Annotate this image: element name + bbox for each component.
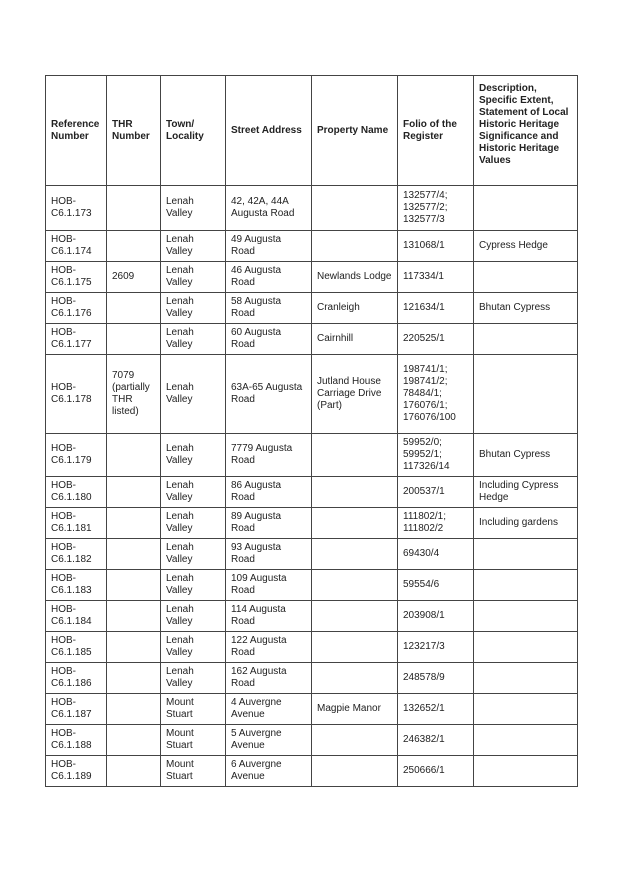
cell-town-locality: Lenah Valley	[161, 262, 226, 293]
cell-description: Bhutan Cypress	[474, 434, 578, 477]
cell-property-name	[312, 477, 398, 508]
cell-folio: 121634/1	[398, 293, 474, 324]
table-row	[46, 539, 578, 570]
table-row	[46, 756, 578, 787]
cell-description	[474, 186, 578, 231]
cell-reference-number: HOB-C6.1.175	[46, 262, 107, 293]
table-row	[46, 632, 578, 663]
cell-reference-number: HOB-C6.1.186	[46, 663, 107, 694]
cell-reference-number: HOB-C6.1.174	[46, 231, 107, 262]
cell-reference-number: HOB-C6.1.176	[46, 293, 107, 324]
cell-street-address: 109 Augusta Road	[226, 570, 312, 601]
cell-street-address: 7779 Augusta Road	[226, 434, 312, 477]
cell-description: Bhutan Cypress	[474, 293, 578, 324]
cell-description	[474, 570, 578, 601]
table-row	[46, 231, 578, 262]
cell-property-name	[312, 632, 398, 663]
table-row	[46, 601, 578, 632]
cell-description	[474, 663, 578, 694]
table-row	[46, 663, 578, 694]
cell-town-locality: Lenah Valley	[161, 434, 226, 477]
cell-folio: 123217/3	[398, 632, 474, 663]
cell-description	[474, 694, 578, 725]
cell-street-address: 89 Augusta Road	[226, 508, 312, 539]
cell-reference-number: HOB-C6.1.178	[46, 355, 107, 434]
cell-folio: 200537/1	[398, 477, 474, 508]
cell-property-name	[312, 725, 398, 756]
cell-thr-number	[107, 632, 161, 663]
cell-property-name	[312, 570, 398, 601]
cell-thr-number	[107, 293, 161, 324]
cell-property-name: Cairnhill	[312, 324, 398, 355]
table-row	[46, 508, 578, 539]
cell-thr-number	[107, 231, 161, 262]
cell-property-name: Jutland House Carriage Drive (Part)	[312, 355, 398, 434]
cell-description: Including gardens	[474, 508, 578, 539]
table-row	[46, 355, 578, 434]
cell-town-locality: Lenah Valley	[161, 324, 226, 355]
cell-street-address: 42, 42A, 44A Augusta Road	[226, 186, 312, 231]
cell-street-address: 4 Auvergne Avenue	[226, 694, 312, 725]
cell-description	[474, 601, 578, 632]
cell-reference-number: HOB-C6.1.181	[46, 508, 107, 539]
heritage-register-table	[45, 75, 578, 787]
header-town-locality: Town/ Locality	[161, 76, 226, 186]
cell-street-address: 93 Augusta Road	[226, 539, 312, 570]
cell-property-name	[312, 508, 398, 539]
cell-description	[474, 756, 578, 787]
cell-town-locality: Mount Stuart	[161, 725, 226, 756]
cell-folio: 59952/0; 59952/1; 117326/14	[398, 434, 474, 477]
cell-reference-number: HOB-C6.1.185	[46, 632, 107, 663]
cell-property-name	[312, 539, 398, 570]
cell-folio: 246382/1	[398, 725, 474, 756]
cell-folio: 131068/1	[398, 231, 474, 262]
cell-reference-number: HOB-C6.1.184	[46, 601, 107, 632]
cell-town-locality: Lenah Valley	[161, 355, 226, 434]
table-body	[46, 186, 578, 787]
cell-town-locality: Lenah Valley	[161, 477, 226, 508]
cell-folio: 203908/1	[398, 601, 474, 632]
table-row	[46, 262, 578, 293]
cell-thr-number	[107, 601, 161, 632]
cell-property-name: Newlands Lodge	[312, 262, 398, 293]
cell-town-locality: Lenah Valley	[161, 663, 226, 694]
table-row	[46, 477, 578, 508]
cell-description	[474, 539, 578, 570]
cell-property-name: Cranleigh	[312, 293, 398, 324]
header-reference-number: Reference Number	[46, 76, 107, 186]
cell-folio: 250666/1	[398, 756, 474, 787]
cell-folio: 69430/4	[398, 539, 474, 570]
cell-reference-number: HOB-C6.1.180	[46, 477, 107, 508]
cell-street-address: 49 Augusta Road	[226, 231, 312, 262]
table-row	[46, 570, 578, 601]
cell-thr-number	[107, 725, 161, 756]
cell-thr-number	[107, 570, 161, 601]
cell-street-address: 122 Augusta Road	[226, 632, 312, 663]
cell-street-address: 63A-65 Augusta Road	[226, 355, 312, 434]
cell-thr-number	[107, 324, 161, 355]
cell-folio: 248578/9	[398, 663, 474, 694]
cell-street-address: 58 Augusta Road	[226, 293, 312, 324]
cell-property-name	[312, 663, 398, 694]
cell-description	[474, 355, 578, 434]
cell-reference-number: HOB-C6.1.177	[46, 324, 107, 355]
cell-town-locality: Lenah Valley	[161, 570, 226, 601]
cell-reference-number: HOB-C6.1.179	[46, 434, 107, 477]
cell-property-name	[312, 231, 398, 262]
cell-town-locality: Mount Stuart	[161, 694, 226, 725]
cell-town-locality: Lenah Valley	[161, 539, 226, 570]
table-row	[46, 434, 578, 477]
cell-thr-number	[107, 434, 161, 477]
cell-street-address: 6 Auvergne Avenue	[226, 756, 312, 787]
table-row	[46, 694, 578, 725]
cell-town-locality: Lenah Valley	[161, 186, 226, 231]
cell-folio: 111802/1; 111802/2	[398, 508, 474, 539]
header-property-name: Property Name	[312, 76, 398, 186]
cell-thr-number: 2609	[107, 262, 161, 293]
header-description: Description, Specific Extent, Statement of Local Historic Heritage Significance and Historic Heritage Values	[474, 76, 578, 186]
cell-thr-number	[107, 539, 161, 570]
cell-folio: 59554/6	[398, 570, 474, 601]
cell-description	[474, 725, 578, 756]
cell-description: Cypress Hedge	[474, 231, 578, 262]
cell-street-address: 46 Augusta Road	[226, 262, 312, 293]
cell-street-address: 162 Augusta Road	[226, 663, 312, 694]
cell-street-address: 86 Augusta Road	[226, 477, 312, 508]
header-thr-number: THR Number	[107, 76, 161, 186]
cell-thr-number	[107, 508, 161, 539]
cell-reference-number: HOB-C6.1.182	[46, 539, 107, 570]
header-street-address: Street Address	[226, 76, 312, 186]
cell-town-locality: Lenah Valley	[161, 293, 226, 324]
cell-street-address: 5 Auvergne Avenue	[226, 725, 312, 756]
cell-property-name	[312, 434, 398, 477]
cell-thr-number	[107, 186, 161, 231]
cell-folio: 132577/4; 132577/2; 132577/3	[398, 186, 474, 231]
cell-town-locality: Lenah Valley	[161, 601, 226, 632]
cell-property-name	[312, 186, 398, 231]
cell-folio: 117334/1	[398, 262, 474, 293]
cell-reference-number: HOB-C6.1.188	[46, 725, 107, 756]
cell-street-address: 114 Augusta Road	[226, 601, 312, 632]
cell-property-name: Magpie Manor	[312, 694, 398, 725]
cell-thr-number	[107, 756, 161, 787]
cell-town-locality: Lenah Valley	[161, 231, 226, 262]
cell-town-locality: Lenah Valley	[161, 508, 226, 539]
header-folio: Folio of the Register	[398, 76, 474, 186]
table-header-row	[46, 76, 578, 186]
table-row	[46, 725, 578, 756]
cell-property-name	[312, 601, 398, 632]
cell-description	[474, 632, 578, 663]
cell-thr-number	[107, 477, 161, 508]
cell-reference-number: HOB-C6.1.187	[46, 694, 107, 725]
cell-thr-number	[107, 694, 161, 725]
cell-town-locality: Mount Stuart	[161, 756, 226, 787]
cell-thr-number: 7079 (partially THR listed)	[107, 355, 161, 434]
table-row	[46, 324, 578, 355]
cell-folio: 220525/1	[398, 324, 474, 355]
cell-reference-number: HOB-C6.1.189	[46, 756, 107, 787]
cell-reference-number: HOB-C6.1.173	[46, 186, 107, 231]
cell-property-name	[312, 756, 398, 787]
cell-description	[474, 262, 578, 293]
cell-reference-number: HOB-C6.1.183	[46, 570, 107, 601]
cell-folio: 198741/1; 198741/2; 78484/1; 176076/1; 176076/100	[398, 355, 474, 434]
table-row	[46, 293, 578, 324]
table-row	[46, 186, 578, 231]
cell-thr-number	[107, 663, 161, 694]
cell-town-locality: Lenah Valley	[161, 632, 226, 663]
cell-street-address: 60 Augusta Road	[226, 324, 312, 355]
cell-folio: 132652/1	[398, 694, 474, 725]
cell-description	[474, 324, 578, 355]
cell-description: Including Cypress Hedge	[474, 477, 578, 508]
